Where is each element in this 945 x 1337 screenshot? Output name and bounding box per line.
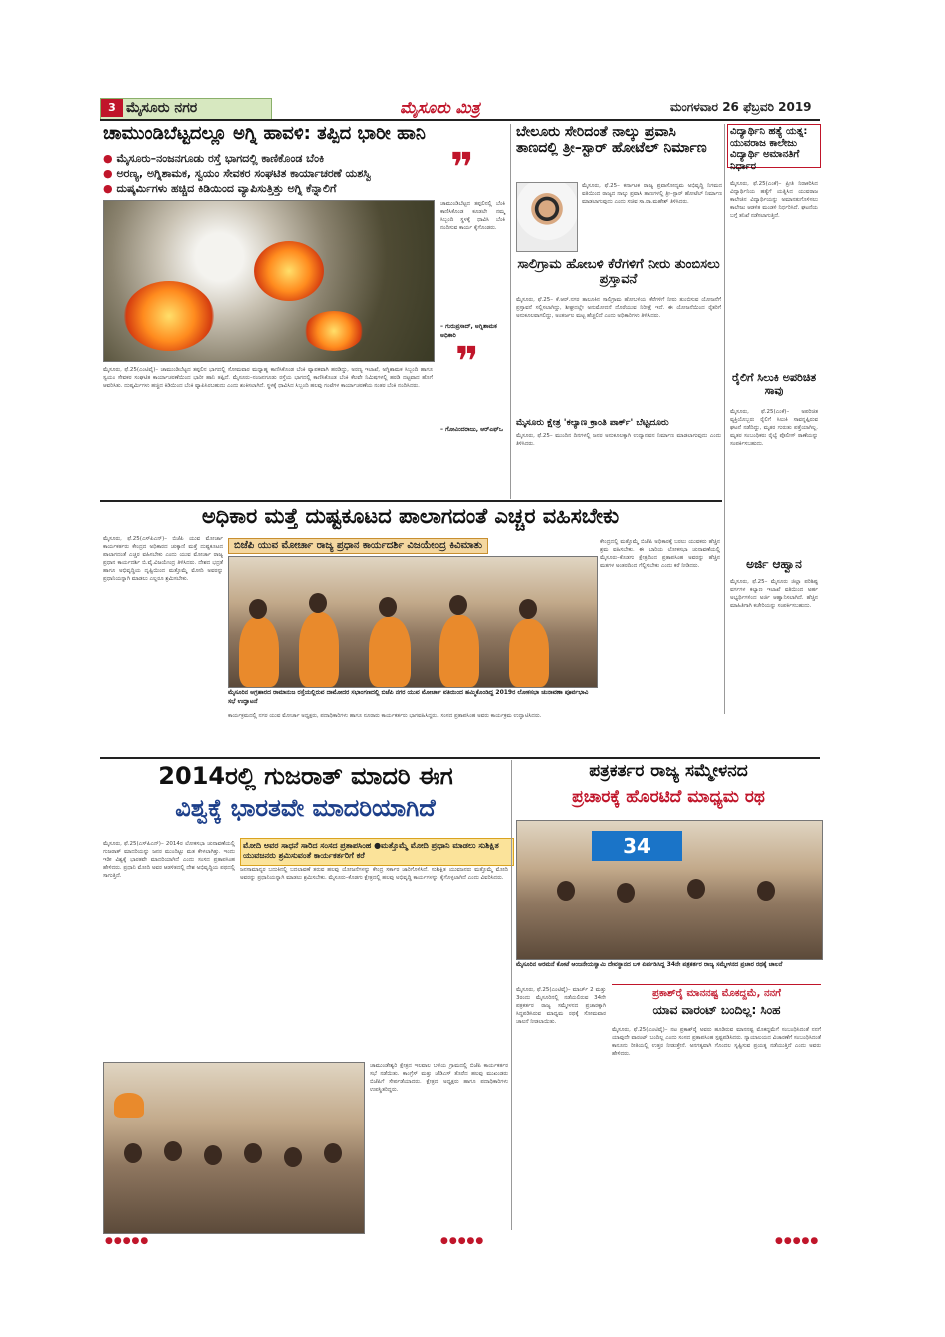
fire-bullets <box>103 151 508 196</box>
power-photo-caption: ಮೈಸೂರಿನ ಅಗ್ರಹಾರದ ರಾಮಾನುಜ ರಸ್ತೆಯಲ್ಲಿರುವ ದಾಮೋದರ ಸಭಾಂಗಣದಲ್ಲಿ ಬಿಜೆಪಿ ನಗರ ಯುವ ಮೋರ್ಚಾ ವತಿಯಿಂದ ಹಮ್ಮಿಕೊಂಡಿದ್ದ 2019ರ ಲೋಕಸಭಾ ಚುನಾವಣಾ ಪೂರ್ವಭಾವಿ ಸಭೆ ಉದ್ಘಾಟನೆ <box>228 689 589 705</box>
fire-bullet: ● ಮೈಸೂರು–ನಂಜನಗೂಡು ರಸ್ತೆ ಭಾಗದಲ್ಲಿ ಕಾಣಿಕೊಂಡ ಬೆಂಕಿ <box>103 151 508 166</box>
power-subband: ಬಿಜೆಪಿ ಯುವ ಮೋರ್ಚಾ ರಾಜ್ಯ ಪ್ರಧಾನ ಕಾರ್ಯದರ್ಶಿ ವಿಜಯೇಂದ್ರ ಕಿವಿಮಾತು <box>228 538 488 554</box>
power-body-left: ಮೈಸೂರು, ಫೆ.25(ಎಸ್‌ಪಿಎನ್)– ಬಿಜೆಪಿ ಯುವ ಮೋರ್ಚಾ ಕಾರ್ಯಕರ್ತರು ಕೇಂದ್ರದ ಅಧಿಕಾರದ ಚುಕ್ಕಾಣಿ ಮತ್ತೆ ದುಷ್ಟಕೂಟದ ಪಾಲಾಗದಂತೆ ಎಚ್ಚರ ವಹಿಸಬೇಕು ಎಂದು ಯುವ ಮೋರ್ಚಾ ರಾಜ್ಯ ಪ್ರಧಾನ ಕಾರ್ಯದರ್ಶಿ ಬಿ.ವೈ.ವಿಜಯೇಂದ್ರ ತಿಳಿಸಿದರು. ದೇಶದ ಭದ್ರತೆ ಹಾಗೂ ಅಭಿವೃದ್ಧಿಯ ದೃಷ್ಟಿಯಿಂದ ಮತ್ತೊಮ್ಮೆ ಮೋದಿ ಅವರನ್ನು ಪ್ರಧಾನಿಯನ್ನಾಗಿ ಮಾಡಲು ಎಲ್ಲರೂ ಶ್ರಮಿಸಬೇಕು. <box>103 536 223 582</box>
section-rule <box>100 500 722 502</box>
supporters-body-text: ಚಾಮುಂಡೇಶ್ವರಿ ಕ್ಷೇತ್ರದ ಇಲವಾಲ ಬಳಿಯ ಗ್ರಾಮದಲ್ಲಿ ಬಿಜೆಪಿ ಕಾರ್ಯಕರ್ತರ ಸಭೆ ನಡೆಯಿತು. ಕಾಂಗ್ರೆಸ್ ಮತ್ತು ಜೆಡಿಎಸ್ ತೊರೆದ ಹಲವು ಮುಖಂಡರು ಬಿಜೆಪಿಗೆ ಸೇರ್ಪಡೆಯಾದರು. ಕ್ಷೇತ್ರದ ಅಧ್ಯಕ್ಷರು ಹಾಗೂ ಪದಾಧಿಕಾರಿಗಳು ಉಪಸ್ಥಿತರಿದ್ದರು. <box>370 1063 508 1093</box>
student-headline: ವಿದ್ಯಾರ್ಥಿನಿ ಹತ್ಯೆ ಯತ್ನ: ಯುವರಾಜ ಕಾಲೇಜು ವಿದ್ಯಾರ್ಥಿ ಅಮಾನತಿಗೆ ನಿರ್ಧಾರ <box>730 126 808 172</box>
lake-body-text: ಮೈಸೂರು, ಫೆ.25– ಕೆ.ಆರ್.ನಗರ ತಾಲೂಕಿನ ಸಾಲಿಗ್ರಾಮ ಹೋಬಳಿಯ ಕೆರೆಗಳಿಗೆ ನೀರು ತುಂಬಿಸುವ ಯೋಜನೆಗೆ ಪ್ರಸ್ತಾವನೆ ಸಲ್ಲಿಸಲಾಗಿದ್ದು, ಶೀಘ್ರದಲ್ಲೇ ಅನುಮೋದನೆ ದೊರೆಯುವ ನಿರೀಕ್ಷೆ ಇದೆ. ಈ ಯೋಜನೆಯಿಂದ ರೈತರಿಗೆ ಅನುಕೂಲವಾಗಲಿದ್ದು, ಅಂತರ್ಜಲ ಮಟ್ಟ ಹೆಚ್ಚಲಿದೆ ಎಂದು ಅಧಿಕಾರಿಗಳು ತಿಳಿಸಿದರು. <box>516 297 721 319</box>
supporters-group-photo <box>103 1062 365 1234</box>
minister-portrait <box>516 182 578 252</box>
forest-fire-photo <box>103 200 435 362</box>
rail-body-text: ಮೈಸೂರು, ಫೆ.25(ಎಂಕೆ)– ಅಪರಿಚಿತ ವ್ಯಕ್ತಿಯೊಬ್ಬರು ರೈಲಿಗೆ ಸಿಲುಕಿ ಸಾವನ್ನಪ್ಪಿರುವ ಘಟನೆ ನಡೆದಿದ್ದು, ಮೃತರ ಗುರುತು ಪತ್ತೆಯಾಗಿಲ್ಲ. ಮೃತರ ಸಂಬಂಧಿಕರು ರೈಲ್ವೆ ಪೊಲೀಸ್ ಠಾಣೆಯನ್ನು ಸಂಪರ್ಕಿಸಬಹುದು. <box>730 409 818 447</box>
masthead: ಮೈಸೂರು ಮಿತ್ರ <box>400 98 480 117</box>
gujarat-body-right: ಜನಸಾಮಾನ್ಯರ ಬದುಕಿನಲ್ಲಿ ಬದಲಾವಣೆ ತರುವ ಹಲವು ಯೋಜನೆಗಳನ್ನು ಕೇಂದ್ರ ಸರ್ಕಾರ ಜಾರಿಗೊಳಿಸಿದೆ. ಸುಶಿಕ್ಷಿತ ಯುವಜನರು ಮತ್ತೊಮ್ಮೆ ಮೋದಿ ಅವರನ್ನು ಪ್ರಧಾನಿಯನ್ನಾಗಿ ಮಾಡಲು ಶ್ರಮಿಸಬೇಕು. ಮೈಸೂರು–ಕೊಡಗು ಕ್ಷೇತ್ರದಲ್ಲಿ ಹಲವು ಅಭಿವೃದ್ಧಿ ಕಾರ್ಯಗಳನ್ನು ಕೈಗೊಳ್ಳಲಾಗಿದೆ ಎಂದು ವಿವರಿಸಿದರು. <box>240 867 508 881</box>
quote-mark-icon: ❞ <box>455 339 479 385</box>
fire-quote-byline-2: – ಗೋವಿಂದರಾಜು, ಆರ್‌ಎಫ್‌ಒ <box>440 426 503 433</box>
media-headline-1: ಪತ್ರಕರ್ತರ ರಾಜ್ಯ ಸಮ್ಮೇಳನದ <box>589 761 748 781</box>
section-title: ಮೈಸೂರು ನಗರ <box>126 100 198 116</box>
media-headline-2: ಪ್ರಚಾರಕ್ಕೆ ಹೊರಟಿದೆ ಮಾಧ್ಯಮ ರಥ <box>572 787 765 807</box>
park-body-text: ಮೈಸೂರು, ಫೆ.25– ಮುಂದಿನ ದಿನಗಳಲ್ಲಿ ಜನರ ಅನುಕೂಲಕ್ಕಾಗಿ ಉದ್ಯಾನವನ ನಿರ್ಮಾಣ ಮಾಡಲಾಗುವುದು ಎಂದು ತಿಳಿಸಿದರು. <box>516 433 721 447</box>
gujarat-body-left: ಮೈಸೂರು, ಫೆ.25(ಎಸ್‌ಪಿಎನ್)– 2014ರ ಲೋಕಸಭಾ ಚುನಾವಣೆಯಲ್ಲಿ ಗುಜರಾತ್ ಮಾದರಿಯನ್ನು ಜನರ ಮುಂದಿಟ್ಟು ಮತ ಕೇಳಲಾಗಿತ್ತು. ಇಂದು ಇಡೀ ವಿಶ್ವಕ್ಕೆ ಭಾರತವೇ ಮಾದರಿಯಾಗಿದೆ ಎಂದು ಸಂಸದ ಪ್ರತಾಪಸಿಂಹ ಹೇಳಿದರು. ಪ್ರಧಾನಿ ಮೋದಿ ಅವರ ಆಡಳಿತದಲ್ಲಿ ದೇಶ ಅಭಿವೃದ್ಧಿಯ ಪಥದಲ್ಲಿ ಸಾಗುತ್ತಿದೆ. <box>103 841 235 879</box>
fire-quote-text: ಚಾಮುಂಡಿಬೆಟ್ಟದ ತಪ್ಪಲಿನಲ್ಲಿ ಬೆಂಕಿ ಕಾಣಿಸಿಕೊಂಡ ಕೂಡಲೇ ನಮ್ಮ ಸಿಬ್ಬಂದಿ ಸ್ಥಳಕ್ಕೆ ಧಾವಿಸಿ ಬೆಂಕಿ ನಂದಿಸುವ ಕಾರ್ಯ ಕೈಗೊಂಡರು. <box>440 201 505 231</box>
media-photo-caption: ಮೈಸೂರಿನ ಅರಮನೆ ಕೋಟೆ ಆಂಜನೇಯಸ್ವಾಮಿ ದೇವಸ್ಥಾನದ ಬಳಿ ಏರ್ಪಡಿಸಿದ್ದ 34ನೇ ಪತ್ರಕರ್ತರ ರಾಜ್ಯ ಸಮ್ಮೇಳನದ ಪ್ರಚಾರ ರಥಕ್ಕೆ ಚಾಲನೆ <box>516 961 783 968</box>
lake-headline: ಸಾಲಿಗ್ರಾಮ ಹೋಬಳಿ ಕೆರೆಗಳಿಗೆ ನೀರು ತುಂಬಿಸಲು ಪ್ರಸ್ತಾವನೆ <box>517 257 720 287</box>
quote-mark-icon: ❞ <box>450 145 474 191</box>
fire-bullet: ● ಅರಣ್ಯ, ಅಗ್ನಿಶಾಮಕ, ಸ್ವಯಂ ಸೇವಕರ ಸಂಘಟಿತ ಕಾರ್ಯಾಚರಣೆ ಯಶಸ್ವಿ <box>103 166 508 181</box>
section-rule <box>100 757 820 759</box>
fire-bullet: ● ದುಷ್ಕರ್ಮಿಗಳು ಹಚ್ಚಿದ ಕಿಡಿಯಿಂದ ವ್ಯಾಪಿಸುತ್ತಿತ್ತು ಅಗ್ನಿ ಕೆನ್ನಾಲಿಗೆ <box>103 181 508 196</box>
warrant-rule <box>612 984 821 985</box>
lake-subhead: ಮೈಸೂರು ಕ್ಷೇತ್ರ 'ಕಲ್ಯಾಣ ಕ್ರಾಂತಿ ಪಾರ್ಕ್‌' ಬೆಟ್ಟದೂರು <box>516 418 669 428</box>
student-body-text: ಮೈಸೂರು, ಫೆ.25(ಎಂಕೆ)– ಪ್ರೀತಿ ನಿರಾಕರಿಸಿದ ವಿದ್ಯಾರ್ಥಿನಿಯ ಹತ್ಯೆಗೆ ಯತ್ನಿಸಿದ ಯುವರಾಜ ಕಾಲೇಜಿನ ವಿದ್ಯಾರ್ಥಿಯನ್ನು ಅಮಾನತುಗೊಳಿಸಲು ಕಾಲೇಜು ಆಡಳಿತ ಮಂಡಳಿ ನಿರ್ಧರಿಸಿದೆ. ಘಟನೆಯ ಬಗ್ಗೆ ತನಿಖೆ ನಡೆಸಲಾಗುತ್ತಿದೆ. <box>730 181 818 219</box>
fire-headline: ಚಾಮುಂಡಿಬೆಟ್ಟದಲ್ಲೂ ಅಗ್ನಿ ಹಾವಳಿ: ತಪ್ಪಿದ ಭಾರೀ ಹಾನಿ <box>103 123 426 144</box>
registration-marks: ●●●●● <box>775 1236 820 1246</box>
gujarat-yellowband: ಮೋದಿ ಅವರ ಸಾಧನೆ ಸಾರಿದ ಸಂಸದ ಪ್ರತಾಪಸಿಂಹ ●ಮತ್ತೊಮ್ಮೆ ಮೋದಿ ಪ್ರಧಾನಿ ಮಾಡಲು ಸುಶಿಕ್ಷಿತ ಯುವಜನರು ಶ್ರಮಿಸುವಂತೆ ಕಾರ್ಯಕರ್ತರಿಗೆ ಕರೆ <box>240 838 514 866</box>
application-body-text: ಮೈಸೂರು, ಫೆ.25– ಮೈಸೂರು ಜಿಲ್ಲಾ ಪರಿಶಿಷ್ಟ ವರ್ಗಗಳ ಕಲ್ಯಾಣ ಇಲಾಖೆ ವತಿಯಿಂದ ಅರ್ಹ ಅಭ್ಯರ್ಥಿಗಳಿಂದ ಅರ್ಜಿ ಆಹ್ವಾನಿಸಲಾಗಿದೆ. ಹೆಚ್ಚಿನ ಮಾಹಿತಿಗಾಗಿ ಕಚೇರಿಯನ್ನು ಸಂಪರ್ಕಿಸಬಹುದು. <box>730 579 818 609</box>
column-divider <box>724 124 725 714</box>
dateline: ಮಂಗಳವಾರ 26 ಫೆಬ್ರವರಿ 2019 <box>670 100 812 114</box>
gujarat-headline-2: ವಿಶ್ವಕ್ಕೆ ಭಾರತವೇ ಮಾದರಿಯಾಗಿದೆ <box>175 794 436 822</box>
fire-body-text: ಮೈಸೂರು, ಫೆ.25(ಎಂಟಿವೈ)– ಚಾಮುಂಡಿಬೆಟ್ಟದ ತಪ್ಪಲಿನ ಭಾಗದಲ್ಲಿ ಸೋಮವಾರ ಮಧ್ಯಾಹ್ನ ಕಾಣಿಸಿಕೊಂಡ ಬೆಂಕಿ ವ್ಯಾಪಕವಾಗಿ ಹರಡಿದ್ದು, ಅರಣ್ಯ ಇಲಾಖೆ, ಅಗ್ನಿಶಾಮಕ ಸಿಬ್ಬಂದಿ ಹಾಗೂ ಸ್ವಯಂ ಸೇವಕರ ಸಂಘಟಿತ ಕಾರ್ಯಾಚರಣೆಯಿಂದ ಭಾರೀ ಹಾನಿ ತಪ್ಪಿದೆ. ಮೈಸೂರು–ನಂಜನಗೂಡು ರಸ್ತೆಯ ಭಾಗದಲ್ಲಿ ಕಾಣಿಸಿಕೊಂಡ ಬೆಂಕಿ ಕೆಲವೇ ನಿಮಿಷಗಳಲ್ಲಿ ಹರಡಿ ದಟ್ಟವಾದ ಹೊಗೆ ಆವರಿಸಿತು. ದುಷ್ಕರ್ಮಿಗಳು ಹಚ್ಚಿದ ಕಿಡಿಯಿಂದ ಬೆಂಕಿ ವ್ಯಾಪಿಸಿರಬಹುದು ಎಂದು ಶಂಕಿಸಲಾಗಿದೆ. ಸ್ಥಳಕ್ಕೆ ಧಾವಿಸಿದ ಸಿಬ್ಬಂದಿ ಹಲವು ಗಂಟೆಗಳ ಕಾರ್ಯಾಚರಣೆಯ ನಂತರ ಬೆಂಕಿ ನಂದಿಸಿದರು. <box>103 367 433 389</box>
rail-headline: ರೈಲಿಗೆ ಸಿಲುಕಿ ಅಪರಿಚಿತ ಸಾವು <box>731 371 817 397</box>
column-divider <box>510 124 511 499</box>
header-rule <box>100 119 820 121</box>
fire-quote-byline-1: – ಗುರುಪ್ರಸಾದ್, ಅಗ್ನಿಶಾಮಕ ಅಧಿಕಾರಿ <box>440 323 497 339</box>
warrant-headline-1: ಪ್ರಕಾಶ್‌ರೈ ಮಾನನಷ್ಟ ಮೊಕದ್ದಮೆ, ನನಗೆ <box>652 988 781 999</box>
hotel-headline: ಬೇಲೂರು ಸೇರಿದಂತೆ ನಾಲ್ಕು ಪ್ರವಾಸಿ ತಾಣದಲ್ಲಿ ತ್ರೀ–ಸ್ಟಾರ್ ಹೋಟೆಲ್ ನಿರ್ಮಾಣ <box>516 124 707 157</box>
power-body-bottom: ಕಾರ್ಯಕ್ರಮದಲ್ಲಿ ನಗರ ಯುವ ಮೋರ್ಚಾ ಅಧ್ಯಕ್ಷರು, ಪದಾಧಿಕಾರಿಗಳು ಹಾಗೂ ನೂರಾರು ಕಾರ್ಯಕರ್ತರು ಭಾಗವಹಿಸಿದ್ದರು. ಸಂಸದ ಪ್ರತಾಪಸಿಂಹ ಅವರು ಕಾರ್ಯಕ್ರಮ ಉದ್ಘಾಟಿಸಿದರು. <box>228 713 542 719</box>
conference-banner: 34 <box>592 831 682 861</box>
media-body-text: ಮೈಸೂರು, ಫೆ.25(ಎಂಟಿವೈ)– ಮಾರ್ಚ್ 2 ಮತ್ತು 3ರಂದು ಮೈಸೂರಿನಲ್ಲಿ ನಡೆಯಲಿರುವ 34ನೇ ಪತ್ರಕರ್ತರ ರಾಜ್ಯ ಸಮ್ಮೇಳನದ ಪ್ರಚಾರಕ್ಕಾಗಿ ಸಿದ್ಧಪಡಿಸಿರುವ ಮಾಧ್ಯಮ ರಥಕ್ಕೆ ಸೋಮವಾರ ಚಾಲನೆ ನೀಡಲಾಯಿತು. <box>516 987 606 1025</box>
gujarat-headline-1: 2014ರಲ್ಲಿ ಗುಜರಾತ್ ಮಾದರಿ ಈಗ <box>158 762 453 790</box>
power-body-right: ಕೇಂದ್ರದಲ್ಲಿ ಮತ್ತೊಮ್ಮೆ ಬಿಜೆಪಿ ಅಧಿಕಾರಕ್ಕೆ ಬರಲು ಯುವಕರು ಹೆಚ್ಚಿನ ಶ್ರಮ ವಹಿಸಬೇಕು. ಈ ಬಾರಿಯ ಲೋಕಸಭಾ ಚುನಾವಣೆಯಲ್ಲಿ ಮೈಸೂರು–ಕೊಡಗು ಕ್ಷೇತ್ರದಿಂದ ಪ್ರತಾಪಸಿಂಹ ಅವರನ್ನು ಹೆಚ್ಚಿನ ಮತಗಳ ಅಂತರದಿಂದ ಗೆಲ್ಲಿಸಬೇಕು ಎಂದು ಕರೆ ನೀಡಿದರು. <box>600 539 720 569</box>
warrant-body-text: ಮೈಸೂರು, ಫೆ.25(ಎಂಟಿವೈ)– ನಟ ಪ್ರಕಾಶ್‌ರೈ ಅವರು ಹೂಡಿರುವ ಮಾನನಷ್ಟ ಮೊಕದ್ದಮೆಗೆ ಸಂಬಂಧಿಸಿದಂತೆ ನನಗೆ ಯಾವುದೇ ವಾರಂಟ್ ಬಂದಿಲ್ಲ ಎಂದು ಸಂಸದ ಪ್ರತಾಪಸಿಂಹ ಸ್ಪಷ್ಟಪಡಿಸಿದರು. ನ್ಯಾಯಾಲಯದ ವಿಚಾರಣೆಗೆ ಸಂಬಂಧಿಸಿದಂತೆ ಕಾನೂನು ರೀತಿಯಲ್ಲಿ ಉತ್ತರ ನೀಡುತ್ತೇನೆ. ಅನಗತ್ಯವಾಗಿ ಗೊಂದಲ ಸೃಷ್ಟಿಸುವ ಪ್ರಯತ್ನ ನಡೆಯುತ್ತಿದೆ ಎಂದು ಅವರು ಹೇಳಿದರು. <box>612 1027 821 1057</box>
registration-marks: ●●●●● <box>105 1236 150 1246</box>
page-number-badge <box>101 99 123 117</box>
hotel-body-text: ಮೈಸೂರು, ಫೆ.25– ಕರ್ನಾಟಕ ರಾಜ್ಯ ಪ್ರವಾಸೋದ್ಯಮ ಅಭಿವೃದ್ಧಿ ನಿಗಮದ ವತಿಯಿಂದ ರಾಜ್ಯದ ನಾಲ್ಕು ಪ್ರವಾಸಿ ತಾಣಗಳಲ್ಲಿ ತ್ರೀ–ಸ್ಟಾರ್ ಹೋಟೆಲ್ ನಿರ್ಮಾಣ ಮಾಡಲಾಗುವುದು ಎಂದು ಸಚಿವ ಸಾ.ರಾ.ಮಹೇಶ್ ತಿಳಿಸಿದರು. <box>582 183 722 205</box>
column-divider <box>511 760 512 1230</box>
page-number: 3 <box>108 101 116 114</box>
registration-marks: ●●●●● <box>440 1236 485 1246</box>
bjp-youth-meeting-photo <box>228 556 598 688</box>
media-chariot-photo <box>516 820 823 960</box>
power-headline: ಅಧಿಕಾರ ಮತ್ತೆ ದುಷ್ಟಕೂಟದ ಪಾಲಾಗದಂತೆ ಎಚ್ಚರ ವಹಿಸಬೇಕು <box>201 504 620 528</box>
warrant-headline-2: ಯಾವ ವಾರಂಟ್ ಬಂದಿಲ್ಲ: ಸಿಂಹ <box>652 1003 781 1017</box>
application-headline: ಅರ್ಜಿ ಆಹ್ವಾನ <box>746 557 802 571</box>
